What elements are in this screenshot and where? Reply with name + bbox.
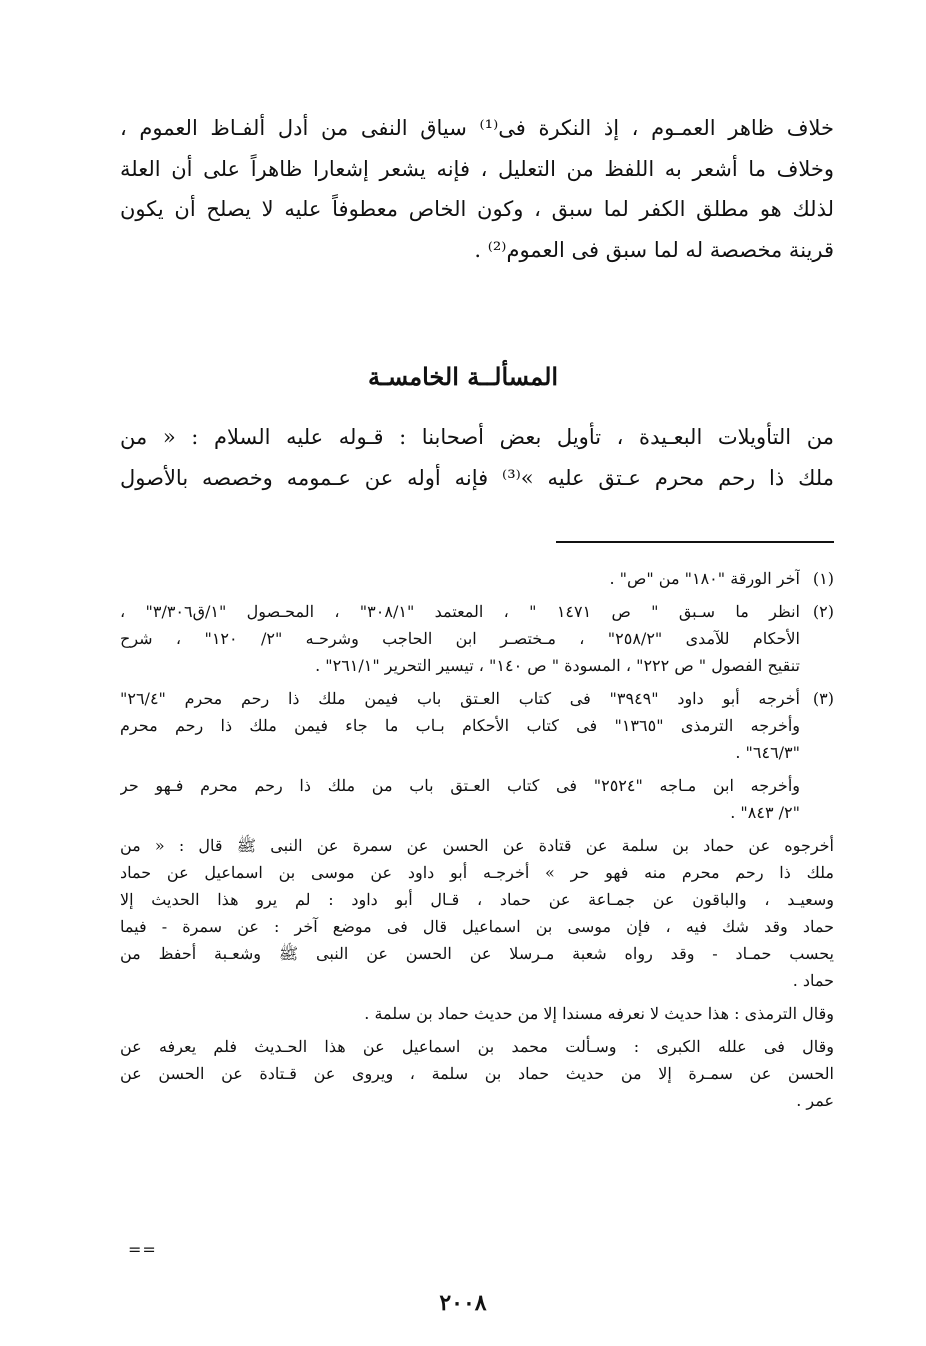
footnote-line: وأخرجه ابن مـاجه "٢٥٢٤" فى كتاب العـتق باب من ملك ذا رحم محرم فـهو حر: [120, 776, 800, 795]
footnote-line: ملك ذا رحم محرم منه فهو حر » أخرجـه أبو داود عن موسى بن اسماعيل عن حماد: [120, 863, 834, 882]
paragraph-1: [120, 108, 834, 271]
footnote-line: الأحكام للآمدى "٢٥٨/٢" ، مـختصـر ابن الحاجب وشرحـه "٢/ ١٢٠" ، شرح: [120, 629, 800, 648]
paragraph-2: [120, 417, 834, 498]
footnote-continuation: [120, 1033, 834, 1114]
paragraph-line: خلاف ظاهر العمـوم ، إذ النكرة فى⁽¹⁾ سياق النفى من أدل ألفـاظ العموم ،: [120, 116, 834, 140]
footnote-3: [120, 685, 834, 766]
footnotes: [120, 565, 834, 1114]
footnote-line: يحسب حمـاد - وقد رواه شعبة مـرسلا عن الحسن عن النبى ﷺ وشعـبة أحفظ من: [120, 944, 834, 963]
footnote-line: الحسن عن سمـرة إلا من حديث حماد بن سلمة ، ويروى عن قـتادة عن الحسن عن: [120, 1064, 834, 1083]
paragraph-line: قرينة مخصصة له لما سبق فى العموم⁽²⁾ .: [474, 238, 834, 263]
footnote-line: عمر .: [796, 1091, 834, 1110]
footnote-line: انظر ما سـبق " ص ١٤٧١ " ، المعتمد "٣٠٨/١" ، المحـصول "١/ق٣/٣٠٦" ،: [120, 602, 800, 621]
footnote-line: آخر الورقة "١٨٠" من "ص" .: [609, 569, 800, 588]
paragraph-line: ملك ذا رحم محرم عـتق عليه »⁽³⁾ فإنه أوله عن عـمومه وخصصه بالأصول: [120, 465, 834, 490]
paragraph-line: لذلك هو مطلق الكفر لما سبق ، وكون الخاص معطوفاً عليه لا يصلح أن يكون: [120, 197, 834, 222]
footnote-separator: [556, 541, 834, 543]
footnote-line: "٢/ ٨٤٣" .: [730, 803, 800, 822]
footnote-number: (١): [812, 569, 834, 588]
footnote-line: "٦٤٦/٣" .: [735, 743, 800, 762]
footnote-line: أخرجه أبو داود "٣٩٤٩" فى كتاب العـتق باب فيمن ملك ذا رحم محرم "٢٦/٤": [120, 689, 800, 708]
footnote-line: وقال الترمذى : هذا حديث لا نعرفه مسندا إلا من حديث حماد بن سلمة .: [364, 1004, 834, 1023]
footnote-line: وسعيـد ، والباقون عن جمـاعة عن حماد ، قـال أبو داود : لم يرو هذا الحديث إلا: [120, 890, 834, 909]
footnote-line: تنقيح الفصول " ص ٢٢٢" ، المسودة " ص ١٤٠" ، تيسير التحرير "٢٦١/١" .: [315, 656, 800, 675]
footnote-number: (٢): [812, 602, 834, 621]
footnote-line: أخرجوه عن حماد بن سلمة عن قتادة عن الحسن عن سمرة عن النبى ﷺ قال : « من: [120, 836, 834, 855]
footnote-1: [120, 565, 834, 592]
footnote-line: حماد وقد شك فيه ، فإن موسى بن اسماعيل قال فى موضع آخر : عن سمرة - فيما: [120, 917, 834, 936]
footnote-number: (٣): [812, 689, 834, 708]
footnote-continuation: [120, 832, 834, 994]
page-number: ٢٠٠٨: [439, 1290, 487, 1316]
footnote-line: حماد .: [792, 971, 834, 990]
footnote-line: وقال فى علله الكبرى : وسـألت محمد بن اسماعيل عن هذا الحـديث فلم يعرفه عن: [120, 1037, 834, 1056]
paragraph-line: وخلاف ما أشعر به اللفظ من التعليل ، فإنه يشعر إشعارا ظاهراً على أن العلة: [120, 156, 834, 181]
footnote-continuation: [120, 1000, 834, 1027]
footnote-continuation: [120, 772, 834, 826]
footnote-line: وأخرجه الترمذى "١٣٦٥" فى كتاب الأحكام بـاب ما جاء فيمن ملك ذا رحم محرم: [120, 716, 800, 735]
continuation-mark: ==: [128, 1240, 157, 1259]
section-heading: المسألــة الخامسـة: [367, 362, 559, 391]
footnote-2: [120, 598, 834, 679]
paragraph-line: من التأويلات البعـيدة ، تأويل بعض أصحابنا : قـوله عليه السلام : « من: [120, 425, 834, 449]
